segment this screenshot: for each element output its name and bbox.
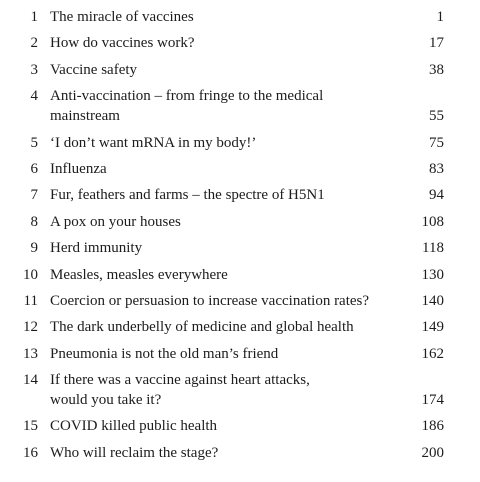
chapter-title: Vaccine safety [50,61,138,78]
page-number: 174 [421,392,444,409]
toc-entry-5[interactable] [0,133,480,153]
toc-entry-3[interactable] [0,60,480,80]
toc-entry-6[interactable] [0,159,480,179]
chapter-number: 15 [23,418,38,435]
chapter-number: 8 [30,213,38,230]
chapter-title: Fur, feathers and farms – the spectre of H5N1 [50,187,325,204]
toc-entry-14[interactable] [0,370,480,410]
toc-entry-16[interactable] [0,443,480,463]
page-number: 108 [421,213,444,230]
page-number: 140 [421,292,444,309]
chapter-number: 16 [23,444,38,461]
page-number: 1 [436,9,444,25]
chapter-number: 11 [23,292,38,309]
chapter-title: Herd immunity [50,240,143,257]
page-number: 75 [429,134,444,151]
chapter-title-line2: would you take it? [50,392,162,409]
page-number: 162 [421,345,444,362]
toc-entry-4[interactable] [0,86,480,126]
toc-entry-7[interactable] [0,185,480,205]
chapter-title: The dark underbelly of medicine and global health [50,319,354,336]
chapter-number: 1 [30,9,38,25]
chapter-title [50,86,394,126]
toc-entry-12[interactable] [0,317,480,337]
chapter-title: Who will reclaim the stage? [50,444,219,461]
page-number: 83 [429,160,444,177]
page-number: 55 [429,108,444,125]
chapter-number: 5 [30,134,38,151]
chapter-title: Coercion or persuasion to increase vaccination rates? [50,292,370,309]
toc-entry-8[interactable] [0,212,480,232]
table-of-contents [0,7,480,469]
chapter-number: 6 [30,160,38,177]
chapter-title: A pox on your houses [50,213,181,230]
page-number: 130 [421,266,444,283]
chapter-title-line1: Anti-vaccination – from fringe to the medical [50,88,324,105]
chapter-number: 2 [30,35,38,52]
page-number: 94 [429,187,444,204]
chapter-number: 7 [30,187,38,204]
chapter-title [50,370,394,410]
page-number: 17 [429,35,444,52]
chapter-title: Measles, measles everywhere [50,266,228,283]
chapter-title: How do vaccines work? [50,35,195,52]
toc-entry-1[interactable] [0,7,480,27]
toc-entry-2[interactable] [0,33,480,53]
chapter-title: COVID killed public health [50,418,218,435]
page-number: 200 [421,444,444,461]
toc-entry-10[interactable] [0,265,480,285]
chapter-number: 4 [30,88,38,105]
chapter-title: The miracle of vaccines [50,9,194,25]
page-number: 149 [421,319,444,336]
toc-entry-15[interactable] [0,416,480,436]
chapter-number: 3 [30,61,38,78]
toc-entry-11[interactable] [0,291,480,311]
chapter-title: Pneumonia is not the old man’s friend [50,345,279,362]
chapter-number: 10 [23,266,38,283]
chapter-number: 13 [23,345,38,362]
page-number: 38 [429,61,444,78]
chapter-title-line1: If there was a vaccine against heart attacks, [50,372,310,389]
page-number: 118 [422,240,444,257]
chapter-title-line2: mainstream [50,108,120,125]
chapter-number: 14 [23,372,38,389]
chapter-number: 12 [23,319,38,336]
chapter-title: Influenza [50,160,107,177]
chapter-title: ‘I don’t want mRNA in my body!’ [50,134,257,151]
chapter-number: 9 [30,240,38,257]
toc-entry-13[interactable] [0,344,480,364]
toc-entry-9[interactable] [0,238,480,258]
page-number: 186 [421,418,444,435]
